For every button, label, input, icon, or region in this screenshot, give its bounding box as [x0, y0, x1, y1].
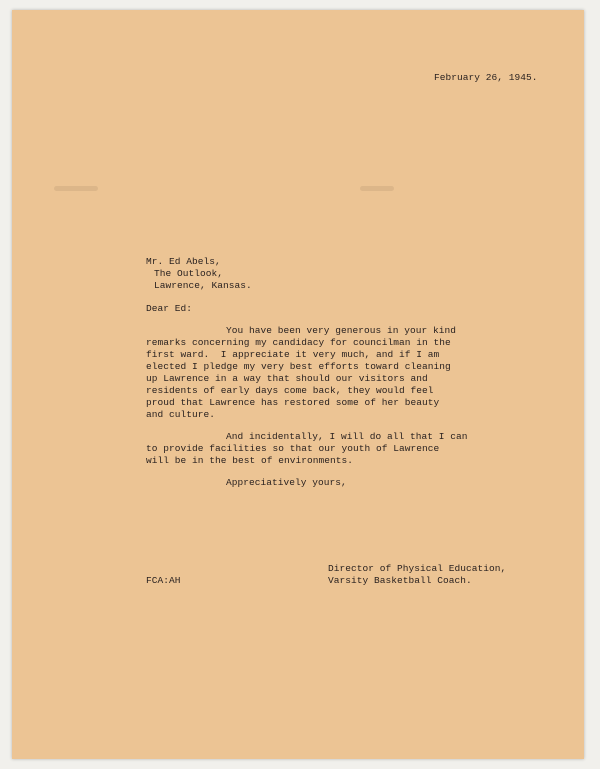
- paragraph-2-line-2: to provide facilities so that our youth of Lawrence: [146, 443, 440, 454]
- salutation: Dear Ed:: [146, 303, 193, 314]
- letter-page: [12, 10, 584, 759]
- offset-smudge-left: [54, 186, 98, 191]
- paragraph-1-line-4: elected I pledge my very best efforts toward cleaning: [146, 361, 451, 372]
- paragraph-1-line-5: up Lawrence in a way that should our visitors and: [146, 373, 428, 384]
- signature-title-2: Varsity Basketball Coach.: [328, 575, 472, 586]
- paragraph-1-line-2: remarks concerning my candidacy for councilman in the: [146, 337, 451, 348]
- paragraph-2-line-1: And incidentally, I will do all that I can: [226, 431, 468, 442]
- paragraph-1-line-8: and culture.: [146, 409, 216, 420]
- paragraph-1-line-7: proud that Lawrence has restored some of her beauty: [146, 397, 440, 408]
- typist-initials: FCA:AH: [146, 575, 181, 586]
- offset-smudge-right: [360, 186, 394, 191]
- signature-title-1: Director of Physical Education,: [328, 563, 507, 574]
- recipient-organization: The Outlook,: [154, 268, 224, 279]
- letter-date: February 26, 1945.: [434, 72, 538, 83]
- closing: Appreciatively yours,: [226, 477, 347, 488]
- recipient-name: Mr. Ed Abels,: [146, 256, 221, 267]
- paragraph-1-line-1: You have been very generous in your kind: [226, 325, 457, 336]
- recipient-location: Lawrence, Kansas.: [154, 280, 252, 291]
- paragraph-1-line-3: first ward. I appreciate it very much, and if I am: [146, 349, 440, 360]
- paragraph-2-line-3: will be in the best of environments.: [146, 455, 354, 466]
- paragraph-1-line-6: residents of early days come back, they would feel: [146, 385, 434, 396]
